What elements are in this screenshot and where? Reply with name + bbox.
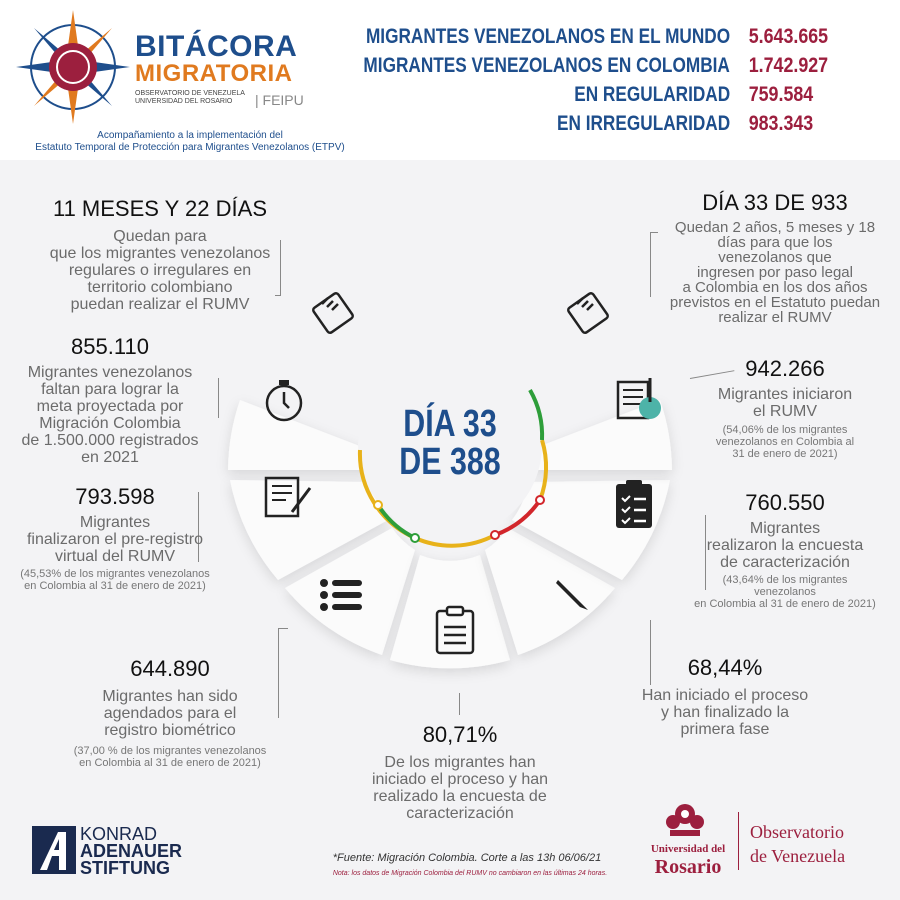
block-number: 942.266 [745,356,825,381]
block-note [50,745,290,769]
block-desc [50,688,290,739]
block-number: 68,44% [687,655,763,680]
feipu-label: FEIPU [262,92,304,108]
desc-line: de 1.500.000 registrados [21,432,199,449]
desc-line: Quedan para [113,228,207,245]
ur-line2: Rosario [654,856,722,878]
block-desc [10,514,220,565]
block-number: 793.598 [75,484,155,509]
konrad-adenauer-logo-icon [32,826,76,874]
note-line: (54,06% de los migrantes [722,424,848,436]
block-number: 855.110 [71,334,149,359]
block-preregistro [10,484,220,592]
block-number: 80,71% [422,722,498,747]
note-line: (43,64% de los migrantes [722,574,848,586]
desc-line: a Colombia en los dos años [682,279,868,296]
universidad-rosario-crest-icon [660,796,710,844]
source-footnote: *Fuente: Migración Colombia. Corte a las 13h 06/06/21 [332,852,602,864]
brand-subtitle-line1: OBSERVATORIO DE VENEZUELA [135,90,245,97]
block-desc [680,520,890,571]
desc-line: previstos en el Estatuto puedan [669,294,881,311]
brand-title-line2: MIGRATORIA [135,60,293,87]
block-number: 760.550 [745,490,825,515]
block-desc [660,220,890,325]
notebook-icon [310,288,358,336]
desc-line: realizaron la encuesta [706,537,864,554]
brand-title-line1: BITÁCORA [135,30,298,63]
desc-line: Migrantes venezolanos [27,364,193,381]
stat-label: EN IRREGULARIDAD [556,111,730,135]
document-sign-icon [262,470,314,522]
note-line: 31 de enero de 2021) [732,448,838,460]
note-line: venezolanos [754,586,816,598]
stat-label: EN REGULARIDAD [574,82,730,106]
stat-row [365,22,840,51]
connector-line [218,378,219,418]
form-pen-icon [612,372,664,424]
block-note [690,424,880,460]
note-line: (45,53% de los migrantes venezolanos [20,568,210,580]
desc-line: Migrantes iniciaron [717,386,853,403]
block-started [690,356,880,460]
connector-line [459,693,460,715]
block-biometrico [50,656,290,769]
desc-line: agendados para el [103,705,237,722]
note-line: en Colombia al 31 de enero de 2021) [24,580,206,592]
clipboard-checklist-icon [612,478,656,530]
note-line: en Colombia al 31 de enero de 2021) [694,598,876,610]
desc-line: Quedan 2 años, 5 meses y 18 [674,219,876,236]
desc-line: territorio colombiano [87,279,233,296]
stat-label: MIGRANTES VENEZOLANOS EN COLOMBIA [363,53,730,77]
compass-logo-icon [14,8,132,126]
desc-line: puedan realizar el RUMV [70,296,250,313]
tagline [10,130,370,154]
desc-line: caracterización [406,805,514,822]
desc-line: que los migrantes venezolanos [49,245,271,262]
brand-feipu: | FEIPU [255,92,304,108]
clipboard-icon [433,605,477,657]
desc-line: ingresen por paso legal [697,264,853,281]
observatorio-logo-text [750,820,845,868]
desc-line: el RUMV [752,403,817,420]
block-desc [690,386,880,420]
desc-line: Migrantes han sido [102,688,238,705]
desc-line: días para que los [717,234,833,251]
center-day-title [394,405,506,481]
connector-line [650,232,651,297]
desc-line: en 2021 [81,449,139,466]
block-number: 11 MESES Y 22 DÍAS [52,196,267,221]
block-desc [345,754,575,822]
desc-line: Han iniciado el proceso [641,687,809,704]
stopwatch-icon [260,376,308,424]
notebook-icon [565,288,613,336]
block-time-left [30,196,290,313]
tagline-line1: Acompañamiento a la implementación del [97,130,283,141]
block-desc [30,228,290,313]
brand-subtitle [135,90,245,106]
note-line: en Colombia al 31 de enero de 2021) [79,757,261,769]
desc-line: realizar el RUMV [718,309,832,326]
connector-line [650,232,658,233]
desc-line: registro biométrico [104,722,236,739]
footer-divider [738,812,739,870]
ka-line1: KONRAD [80,824,158,844]
note-line: (37,00 % de los migrantes venezolanos [73,745,267,757]
desc-line: De los migrantes han [384,754,536,771]
konrad-adenauer-logo [80,826,182,877]
block-day-933 [660,190,890,325]
block-pct-caract [345,722,575,822]
desc-line: regulares o irregulares en [68,262,252,279]
brand-subtitle-line2: UNIVERSIDAD DEL ROSARIO [135,98,233,105]
ka-line3: STIFTUNG [80,858,170,878]
block-pct-fase [620,655,830,738]
desc-line: Migración Colombia [39,415,181,432]
desc-line: primera fase [680,721,770,738]
stat-value: 1.742.927 [748,53,829,77]
universidad-rosario-logo [643,843,733,879]
block-number: 644.890 [130,656,210,681]
ka-line2: ADENAUER [80,841,183,861]
stat-value: 5.643.665 [748,24,829,48]
tagline-line2: Estatuto Temporal de Protección para Migrantes Venezolanos (ETPV) [35,142,345,153]
stat-value: 983.343 [748,111,814,135]
desc-line: finalizaron el pre-registro [26,531,204,548]
stat-row [390,80,840,109]
connector-line [278,628,288,629]
stat-value: 759.584 [748,82,814,106]
desc-line: Migrantes [79,514,151,531]
obs-line2: de Venezuela [750,846,846,866]
stat-row [390,109,840,138]
block-note [10,568,220,592]
center-day-line1: DÍA 33 [403,403,497,445]
block-number: DÍA 33 DE 933 [702,190,848,215]
desc-line: faltan para lograr la [41,381,179,398]
desc-line: meta proyectada por [36,398,184,415]
desc-line: y han finalizado la [660,704,790,721]
block-encuesta [680,490,890,610]
desc-line: virtual del RUMV [54,548,176,565]
desc-line: de caracterización [720,554,850,571]
block-missing [10,334,210,466]
desc-line: Migrantes [749,520,821,537]
pencil-icon [552,574,594,616]
block-desc [620,687,830,738]
obs-line1: Observatorio [750,822,844,842]
desc-line: realizado la encuesta de [373,788,547,805]
data-note: Nota: los datos de Migración Colombia del RUMV no cambiaron en las últimas 24 horas. [332,870,608,877]
desc-line: iniciado el proceso y han [371,771,549,788]
block-desc [10,364,210,466]
stat-label: MIGRANTES VENEZOLANOS EN EL MUNDO [365,24,730,48]
stat-row [363,51,840,80]
ur-line1: Universidad del [650,843,726,855]
stats-panel [363,22,840,138]
center-day-line2: DE 388 [399,441,501,483]
block-note [680,574,890,610]
note-line: venezolanos en Colombia al [715,436,855,448]
list-icon [318,575,366,615]
desc-line: venezolanos que [718,249,832,266]
